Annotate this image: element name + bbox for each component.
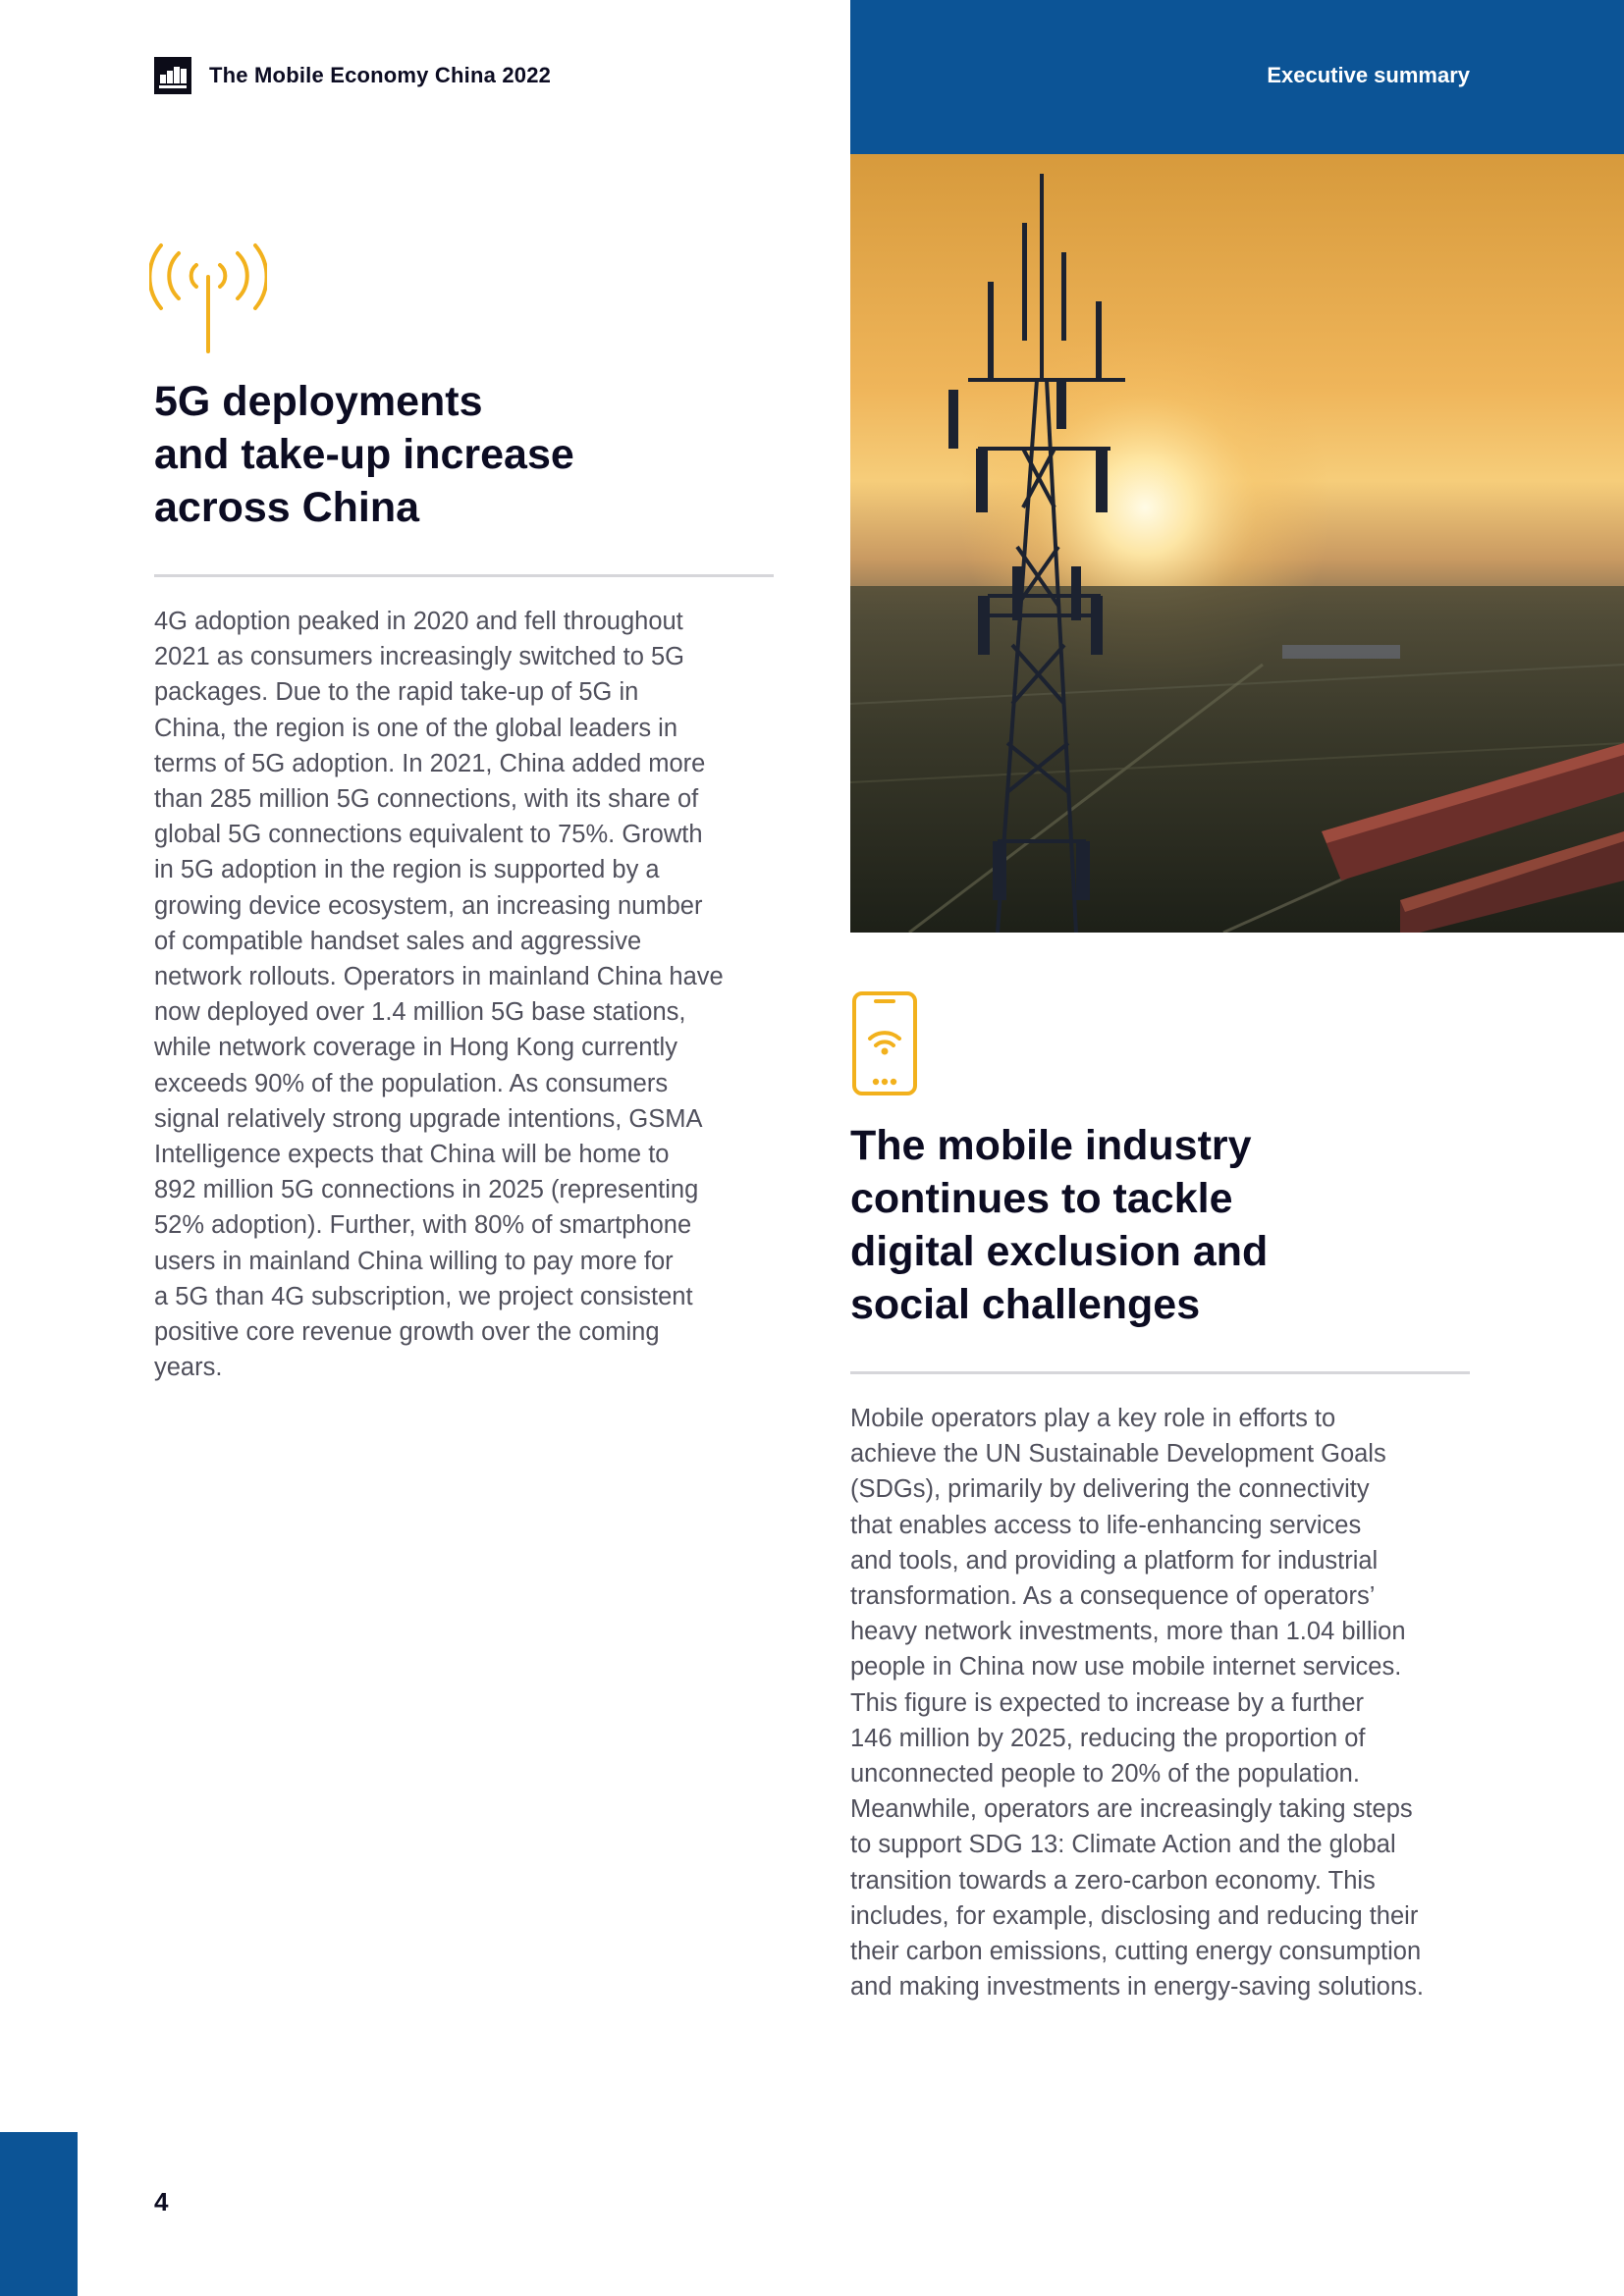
body-line: terms of 5G adoption. In 2021, China added more (154, 749, 706, 777)
body-line: Intelligence expects that China will be home to (154, 1141, 670, 1169)
antenna-icon (149, 241, 267, 359)
section2-divider (850, 1371, 1470, 1374)
section-label: Executive summary (1267, 63, 1470, 87)
section1-heading-line: 5G deployments (154, 378, 483, 425)
body-line: This figure is expected to increase by a further (850, 1688, 1365, 1717)
body-line: positive core revenue growth over the coming (154, 1318, 660, 1347)
body-line: includes, for example, disclosing and reducing their (850, 1901, 1419, 1930)
body-line: people in China now use mobile internet services. (850, 1653, 1402, 1682)
body-line: that enables access to life-enhancing services (850, 1511, 1362, 1539)
body-line: exceeds 90% of the population. As consumers (154, 1069, 669, 1097)
section1-heading-line: and take-up increase (154, 431, 574, 478)
body-line: (SDGs), primarily by delivering the connectivity (850, 1475, 1370, 1504)
body-line: in 5G adoption in the region is supported by a (154, 856, 660, 884)
section2-heading-line: social challenges (850, 1281, 1201, 1328)
body-line: years. (154, 1354, 223, 1382)
body-line: transformation. As a consequence of operators’ (850, 1582, 1376, 1611)
section2-heading-line: The mobile industry (850, 1122, 1252, 1169)
body-line: users in mainland China willing to pay more for (154, 1247, 674, 1275)
body-line: growing device ecosystem, an increasing number (154, 891, 703, 920)
body-line: and making investments in energy-saving solutions. (850, 1973, 1424, 2002)
page-number: 4 (154, 2187, 169, 2216)
smartphone-wifi-icon (850, 989, 919, 1102)
body-line: their carbon emissions, cutting energy consumption (850, 1938, 1422, 1966)
body-line: a 5G than 4G subscription, we project consistent (154, 1282, 693, 1310)
body-line: transition towards a zero-carbon economy. This (850, 1866, 1376, 1895)
section2-heading (850, 1119, 1479, 1331)
section2-body (850, 1401, 1489, 2004)
footer-band (0, 2132, 78, 2296)
body-line: Mobile operators play a key role in efforts to (850, 1405, 1336, 1432)
body-line: 892 million 5G connections in 2025 (representing (154, 1176, 699, 1204)
cell-tower-photo (850, 154, 1624, 933)
body-line: unconnected people to 20% of the population. (850, 1760, 1360, 1789)
body-line: 52% adoption). Further, with 80% of smartphone (154, 1211, 692, 1240)
body-line: of compatible handset sales and aggressive (154, 927, 642, 955)
report-title: The Mobile Economy China 2022 (209, 63, 552, 87)
body-line: network rollouts. Operators in mainland China have (154, 963, 724, 991)
body-line: 4G adoption peaked in 2020 and fell throughout (154, 608, 683, 635)
section2-heading-line: continues to tackle (850, 1175, 1233, 1222)
body-line: and tools, and providing a platform for industrial (850, 1546, 1379, 1575)
body-line: China, the region is one of the global leaders in (154, 714, 678, 742)
body-line: than 285 million 5G connections, with its share of (154, 785, 699, 814)
header-band (850, 0, 1624, 154)
section1-heading (154, 375, 743, 534)
body-line: now deployed over 1.4 million 5G base stations, (154, 998, 686, 1027)
section1-heading-line: across China (154, 484, 420, 531)
section1-divider (154, 574, 774, 577)
body-line: Meanwhile, operators are increasingly taking steps (850, 1795, 1413, 1824)
body-line: 146 million by 2025, reducing the proportion of (850, 1724, 1366, 1752)
body-line: signal relatively strong upgrade intentions, GSMA (154, 1104, 703, 1133)
section1-body (154, 604, 783, 1385)
body-line: to support SDG 13: Climate Action and the global (850, 1831, 1396, 1859)
body-line: achieve the UN Sustainable Development Goals (850, 1440, 1386, 1468)
body-line: packages. Due to the rapid take-up of 5G in (154, 678, 639, 707)
body-line: global 5G connections equivalent to 75%. Growth (154, 821, 703, 849)
gsma-logo (154, 57, 191, 94)
report-header (154, 57, 551, 94)
body-line: while network coverage in Hong Kong currently (154, 1034, 677, 1062)
body-line: 2021 as consumers increasingly switched to 5G (154, 643, 685, 671)
section2-heading-line: digital exclusion and (850, 1228, 1269, 1275)
body-line: heavy network investments, more than 1.04 billion (850, 1618, 1406, 1646)
